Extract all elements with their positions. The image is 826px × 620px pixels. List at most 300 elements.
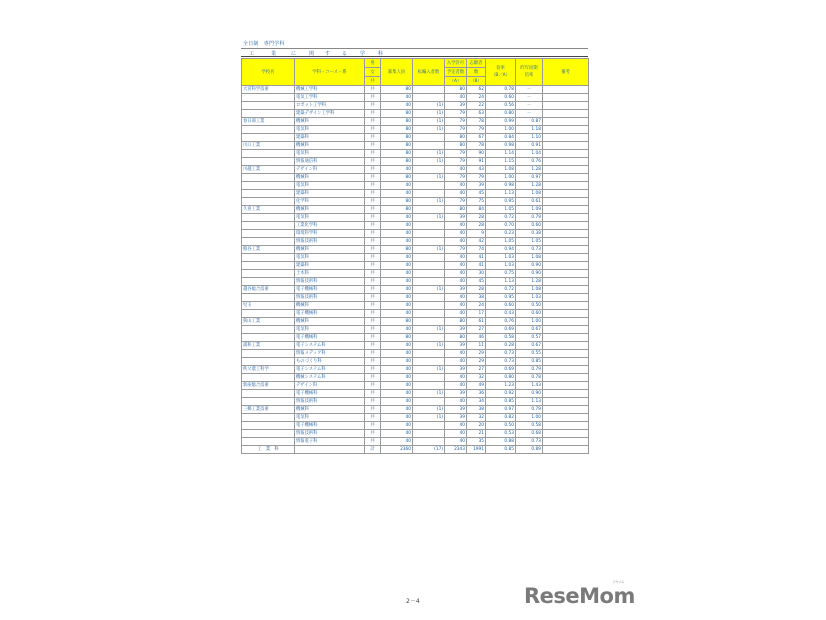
note: [543, 422, 589, 430]
recruit-count: 40: [381, 102, 413, 110]
gender: 共: [365, 214, 381, 222]
table-row: [242, 214, 589, 222]
note: [543, 358, 589, 366]
recruit-count: 40: [381, 326, 413, 334]
prev-ratio: 1.00: [516, 318, 543, 326]
transfer-count: (1): [413, 126, 445, 134]
course-name: 情報技術科: [295, 278, 365, 286]
gender: 共: [365, 406, 381, 414]
course-name: 建築デザイン工学科: [295, 110, 365, 118]
table-row: [242, 430, 589, 438]
applicant-count: 84: [467, 206, 486, 214]
total-ratio: 0.85: [486, 446, 516, 454]
applicant-count: 29: [467, 350, 486, 358]
course-name: 電気科: [295, 182, 365, 190]
school-name: [242, 262, 295, 270]
course-name: 機械科: [295, 142, 365, 150]
prev-ratio: 1.08: [516, 254, 543, 262]
transfer-count: [413, 190, 445, 198]
transfer-count: (1): [413, 158, 445, 166]
transfer-count: (1): [413, 110, 445, 118]
document-title: 全日制 専門学科: [243, 41, 285, 47]
course-name: 電気科: [295, 326, 365, 334]
table-row: [242, 166, 589, 174]
applicant-count: 27: [467, 366, 486, 374]
planned-count: 79: [445, 126, 467, 134]
applicant-count: 30: [467, 270, 486, 278]
table-row: [242, 350, 589, 358]
gender: 共: [365, 86, 381, 94]
planned-count: 80: [445, 142, 467, 150]
prev-ratio: 0.97: [516, 174, 543, 182]
gender: 共: [365, 174, 381, 182]
table-row: [242, 94, 589, 102]
gender: 共: [365, 334, 381, 342]
course-name: 建築科: [295, 262, 365, 270]
applicant-count: 75: [467, 198, 486, 206]
total-prev-ratio: 0.89: [516, 446, 543, 454]
transfer-count: [413, 358, 445, 366]
school-name: [242, 374, 295, 382]
subtitle-char: る: [342, 51, 348, 57]
table-row: [242, 366, 589, 374]
planned-count: 40: [445, 398, 467, 406]
table-row: [242, 134, 589, 142]
planned-count: 40: [445, 166, 467, 174]
ratio: 1.00: [486, 174, 516, 182]
header-gender-c: 共: [365, 77, 381, 86]
transfer-count: (1): [413, 174, 445, 182]
transfer-count: [413, 350, 445, 358]
note: [543, 230, 589, 238]
prev-ratio: 0.79: [516, 366, 543, 374]
transfer-count: [413, 134, 445, 142]
gender: 共: [365, 374, 381, 382]
planned-count: 40: [445, 374, 467, 382]
gender: 共: [365, 390, 381, 398]
prev-ratio: 1.05: [516, 238, 543, 246]
header-planned-2: 予定者数: [445, 68, 467, 77]
note: [543, 102, 589, 110]
recruit-count: 40: [381, 166, 413, 174]
course-name: 環境科学科: [295, 230, 365, 238]
ratio: 1.05: [486, 238, 516, 246]
recruit-count: 80: [381, 334, 413, 342]
school-name: [242, 238, 295, 246]
subtitle-char: 科: [378, 51, 384, 57]
planned-count: 40: [445, 438, 467, 446]
school-name: 浦和工業: [242, 342, 295, 350]
course-name: 情報技術科: [295, 238, 365, 246]
ratio: 1.05: [486, 206, 516, 214]
total-planned-count: 2343: [445, 446, 467, 454]
recruit-count: 80: [381, 150, 413, 158]
ratio: 0.73: [486, 350, 516, 358]
gender: 共: [365, 254, 381, 262]
planned-count: 40: [445, 302, 467, 310]
prev-ratio: 0.79: [516, 406, 543, 414]
recruit-count: 80: [381, 142, 413, 150]
prev-ratio: 0.58: [516, 422, 543, 430]
note: [543, 150, 589, 158]
recruit-count: 40: [381, 406, 413, 414]
recruit-count: 40: [381, 302, 413, 310]
recruit-count: 80: [381, 134, 413, 142]
ratio: 0.85: [486, 398, 516, 406]
table-row: [242, 230, 589, 238]
subtitle-char: 関: [309, 51, 315, 57]
planned-count: 40: [445, 238, 467, 246]
planned-count: 79: [445, 118, 467, 126]
table-row: [242, 142, 589, 150]
applicant-count: 34: [467, 398, 486, 406]
ratio: 0.94: [486, 246, 516, 254]
table-row: [242, 222, 589, 230]
prev-ratio: 1.08: [516, 286, 543, 294]
transfer-count: [413, 398, 445, 406]
transfer-count: [413, 438, 445, 446]
transfer-count: [413, 94, 445, 102]
gender: 共: [365, 430, 381, 438]
applicant-count: 63: [467, 110, 486, 118]
course-name: 電子機械科: [295, 286, 365, 294]
course-name: 情報技術科: [295, 430, 365, 438]
school-name: [242, 150, 295, 158]
planned-count: 40: [445, 278, 467, 286]
transfer-count: [413, 422, 445, 430]
subtitle-char: す: [325, 51, 331, 57]
course-name: 電気工学科: [295, 94, 365, 102]
note: [543, 270, 589, 278]
table-row: [242, 342, 589, 350]
table-row: [242, 374, 589, 382]
prev-ratio: 1.13: [516, 398, 543, 406]
page-number: 2－4: [406, 598, 420, 605]
planned-count: 40: [445, 430, 467, 438]
transfer-count: [413, 230, 445, 238]
applicant-count: 42: [467, 238, 486, 246]
note: [543, 254, 589, 262]
header-recruit: 募集人員: [381, 59, 413, 86]
total-row: [242, 446, 589, 454]
course-name: 電気科: [295, 150, 365, 158]
school-name: [242, 190, 295, 198]
note: [543, 166, 589, 174]
applicant-count: 41: [467, 254, 486, 262]
prev-ratio: 0.79: [516, 214, 543, 222]
total-school-name: 工 業 科: [242, 446, 295, 454]
transfer-count: [413, 382, 445, 390]
note: [543, 222, 589, 230]
course-name: 電気科: [295, 214, 365, 222]
header-prev-ratio: 昨年同期 倍率: [516, 59, 543, 86]
note: [543, 350, 589, 358]
ratio: 0.75: [486, 270, 516, 278]
note: [543, 126, 589, 134]
recruit-count: 40: [381, 438, 413, 446]
gender: 共: [365, 302, 381, 310]
course-name: 情報技術科: [295, 294, 365, 302]
ratio: 1.14: [486, 150, 516, 158]
transfer-count: (1): [413, 326, 445, 334]
school-name: [242, 174, 295, 182]
planned-count: 40: [445, 270, 467, 278]
gender: 共: [365, 414, 381, 422]
ratio: 0.92: [486, 390, 516, 398]
school-name: [242, 198, 295, 206]
school-name: [242, 334, 295, 342]
school-name: 川越工業: [242, 166, 295, 174]
prev-ratio: 1.04: [516, 150, 543, 158]
transfer-count: [413, 318, 445, 326]
recruit-count: 40: [381, 294, 413, 302]
ratio: 1.13: [486, 190, 516, 198]
planned-count: 39: [445, 342, 467, 350]
prev-ratio: 0.87: [516, 118, 543, 126]
planned-count: 79: [445, 198, 467, 206]
ratio: 0.58: [486, 334, 516, 342]
recruit-count: 40: [381, 414, 413, 422]
note: [543, 430, 589, 438]
course-name: 化学科: [295, 198, 365, 206]
school-name: 久喜工業: [242, 206, 295, 214]
gender: 共: [365, 94, 381, 102]
transfer-count: [413, 334, 445, 342]
school-name: [242, 294, 295, 302]
ratio: 0.98: [486, 142, 516, 150]
total-transfer-count: (17): [413, 446, 445, 454]
applicant-count: 32: [467, 414, 486, 422]
school-name: [242, 134, 295, 142]
school-name: [242, 350, 295, 358]
gender: 共: [365, 246, 381, 254]
note: [543, 238, 589, 246]
transfer-count: [413, 294, 445, 302]
recruit-count: 80: [381, 318, 413, 326]
note: [543, 406, 589, 414]
applicant-count: 79: [467, 174, 486, 182]
recruit-count: 40: [381, 222, 413, 230]
planned-count: 40: [445, 350, 467, 358]
ratio: 0.97: [486, 406, 516, 414]
applicant-count: 36: [467, 390, 486, 398]
gender: 共: [365, 190, 381, 198]
school-name: [242, 422, 295, 430]
table-row: [242, 206, 589, 214]
transfer-count: (1): [413, 406, 445, 414]
table-row: [242, 406, 589, 414]
transfer-count: (1): [413, 390, 445, 398]
recruit-count: 40: [381, 214, 413, 222]
course-name: 機械科: [295, 302, 365, 310]
applicant-count: 17: [467, 310, 486, 318]
recruit-count: 40: [381, 94, 413, 102]
recruit-count: 80: [381, 118, 413, 126]
table-row: [242, 126, 589, 134]
school-name: 児玉: [242, 302, 295, 310]
course-name: 電子機械科: [295, 334, 365, 342]
planned-count: 39: [445, 414, 467, 422]
gender: 共: [365, 262, 381, 270]
note: [543, 190, 589, 198]
table-row: [242, 358, 589, 366]
transfer-count: [413, 430, 445, 438]
gender: 共: [365, 238, 381, 246]
note: [543, 374, 589, 382]
school-name: [242, 182, 295, 190]
prev-ratio: 1.28: [516, 182, 543, 190]
table-row: [242, 422, 589, 430]
table-row: [242, 158, 589, 166]
ratio: 0.53: [486, 430, 516, 438]
note: [543, 286, 589, 294]
total-gender: 計: [365, 446, 381, 454]
ratio: 0.23: [486, 230, 516, 238]
gender: 共: [365, 182, 381, 190]
gender: 共: [365, 270, 381, 278]
applicant-count: 67: [467, 134, 486, 142]
school-name: 大宮科学技術: [242, 86, 295, 94]
planned-count: 80: [445, 334, 467, 342]
ratio: 1.23: [486, 382, 516, 390]
course-name: 建築科: [295, 134, 365, 142]
transfer-count: [413, 222, 445, 230]
school-name: 狭山工業: [242, 318, 295, 326]
applicant-count: 91: [467, 158, 486, 166]
gender: 共: [365, 102, 381, 110]
transfer-count: [413, 270, 445, 278]
course-name: 電子機械科: [295, 310, 365, 318]
course-name: 機械科: [295, 406, 365, 414]
course-name: 電子機械科: [295, 390, 365, 398]
school-name: [242, 414, 295, 422]
transfer-count: (1): [413, 366, 445, 374]
ratio: 0.98: [486, 182, 516, 190]
ratio: 0.43: [486, 310, 516, 318]
gender: 共: [365, 366, 381, 374]
recruit-count: 40: [381, 422, 413, 430]
gender: 共: [365, 158, 381, 166]
transfer-count: [413, 262, 445, 270]
planned-count: 40: [445, 382, 467, 390]
transfer-count: (1): [413, 246, 445, 254]
school-name: [242, 222, 295, 230]
planned-count: 39: [445, 366, 467, 374]
header-transfer: 転編入者数: [413, 59, 445, 86]
table-row: [242, 262, 589, 270]
transfer-count: [413, 278, 445, 286]
recruit-count: 40: [381, 278, 413, 286]
prev-ratio: 0.38: [516, 230, 543, 238]
note: [543, 198, 589, 206]
applicant-count: 28: [467, 222, 486, 230]
table-row: [242, 198, 589, 206]
ratio: 0.73: [486, 358, 516, 366]
applicant-count: 78: [467, 142, 486, 150]
school-name: [242, 214, 295, 222]
school-name: 三郷工業技術: [242, 406, 295, 414]
note: [543, 246, 589, 254]
transfer-count: (1): [413, 286, 445, 294]
gender: 共: [365, 342, 381, 350]
gender: 共: [365, 206, 381, 214]
applicant-count: 20: [467, 422, 486, 430]
gender: 共: [365, 222, 381, 230]
prev-ratio: 0.78: [516, 374, 543, 382]
ratio: 0.80: [486, 374, 516, 382]
course-name: 情報電子科: [295, 438, 365, 446]
transfer-count: [413, 374, 445, 382]
table-row: [242, 174, 589, 182]
school-name: [242, 278, 295, 286]
total-course-name: [295, 446, 365, 454]
planned-count: 40: [445, 254, 467, 262]
subtitle-char: に: [291, 51, 297, 57]
recruit-count: 40: [381, 238, 413, 246]
school-name: 越谷総合技術: [242, 286, 295, 294]
note: [543, 182, 589, 190]
school-name: 熊谷工業: [242, 246, 295, 254]
ratio: 0.84: [486, 134, 516, 142]
course-name: デザイン科: [295, 166, 365, 174]
planned-count: 79: [445, 158, 467, 166]
school-name: [242, 310, 295, 318]
transfer-count: (1): [413, 342, 445, 350]
table-row: [242, 102, 589, 110]
gender: 共: [365, 126, 381, 134]
course-name: 機械工学科: [295, 86, 365, 94]
applicant-count: 61: [467, 318, 486, 326]
applicant-count: 38: [467, 406, 486, 414]
planned-count: 40: [445, 94, 467, 102]
note: [543, 262, 589, 270]
note: [543, 390, 589, 398]
header-applicants-2: 数: [467, 68, 486, 77]
planned-count: 40: [445, 310, 467, 318]
ratio: 0.72: [486, 214, 516, 222]
header-applicants-1: 志願者: [467, 59, 486, 68]
recruit-count: 80: [381, 110, 413, 118]
planned-count: 40: [445, 262, 467, 270]
header-gender-f: 女: [365, 68, 381, 77]
applicant-count: 27: [467, 326, 486, 334]
ratio: 0.78: [486, 86, 516, 94]
admissions-table: [241, 58, 589, 454]
course-name: 電気科: [295, 126, 365, 134]
logo-text: ReseMom: [524, 584, 635, 608]
recruit-count: 40: [381, 382, 413, 390]
school-name: 新座総合技術: [242, 382, 295, 390]
planned-count: 79: [445, 110, 467, 118]
prev-ratio: 1.10: [516, 134, 543, 142]
prev-ratio: －: [516, 86, 543, 94]
note: [543, 326, 589, 334]
applicant-count: 74: [467, 246, 486, 254]
school-name: [242, 230, 295, 238]
ratio: 0.88: [486, 438, 516, 446]
ratio: 1.03: [486, 254, 516, 262]
course-name: 情報技術科: [295, 398, 365, 406]
recruit-count: 40: [381, 270, 413, 278]
prev-ratio: 0.73: [516, 246, 543, 254]
planned-count: 79: [445, 174, 467, 182]
planned-count: 40: [445, 358, 467, 366]
planned-count: 80: [445, 134, 467, 142]
school-name: [242, 438, 295, 446]
planned-count: 80: [445, 86, 467, 94]
prev-ratio: －: [516, 102, 543, 110]
prev-ratio: 0.85: [516, 358, 543, 366]
